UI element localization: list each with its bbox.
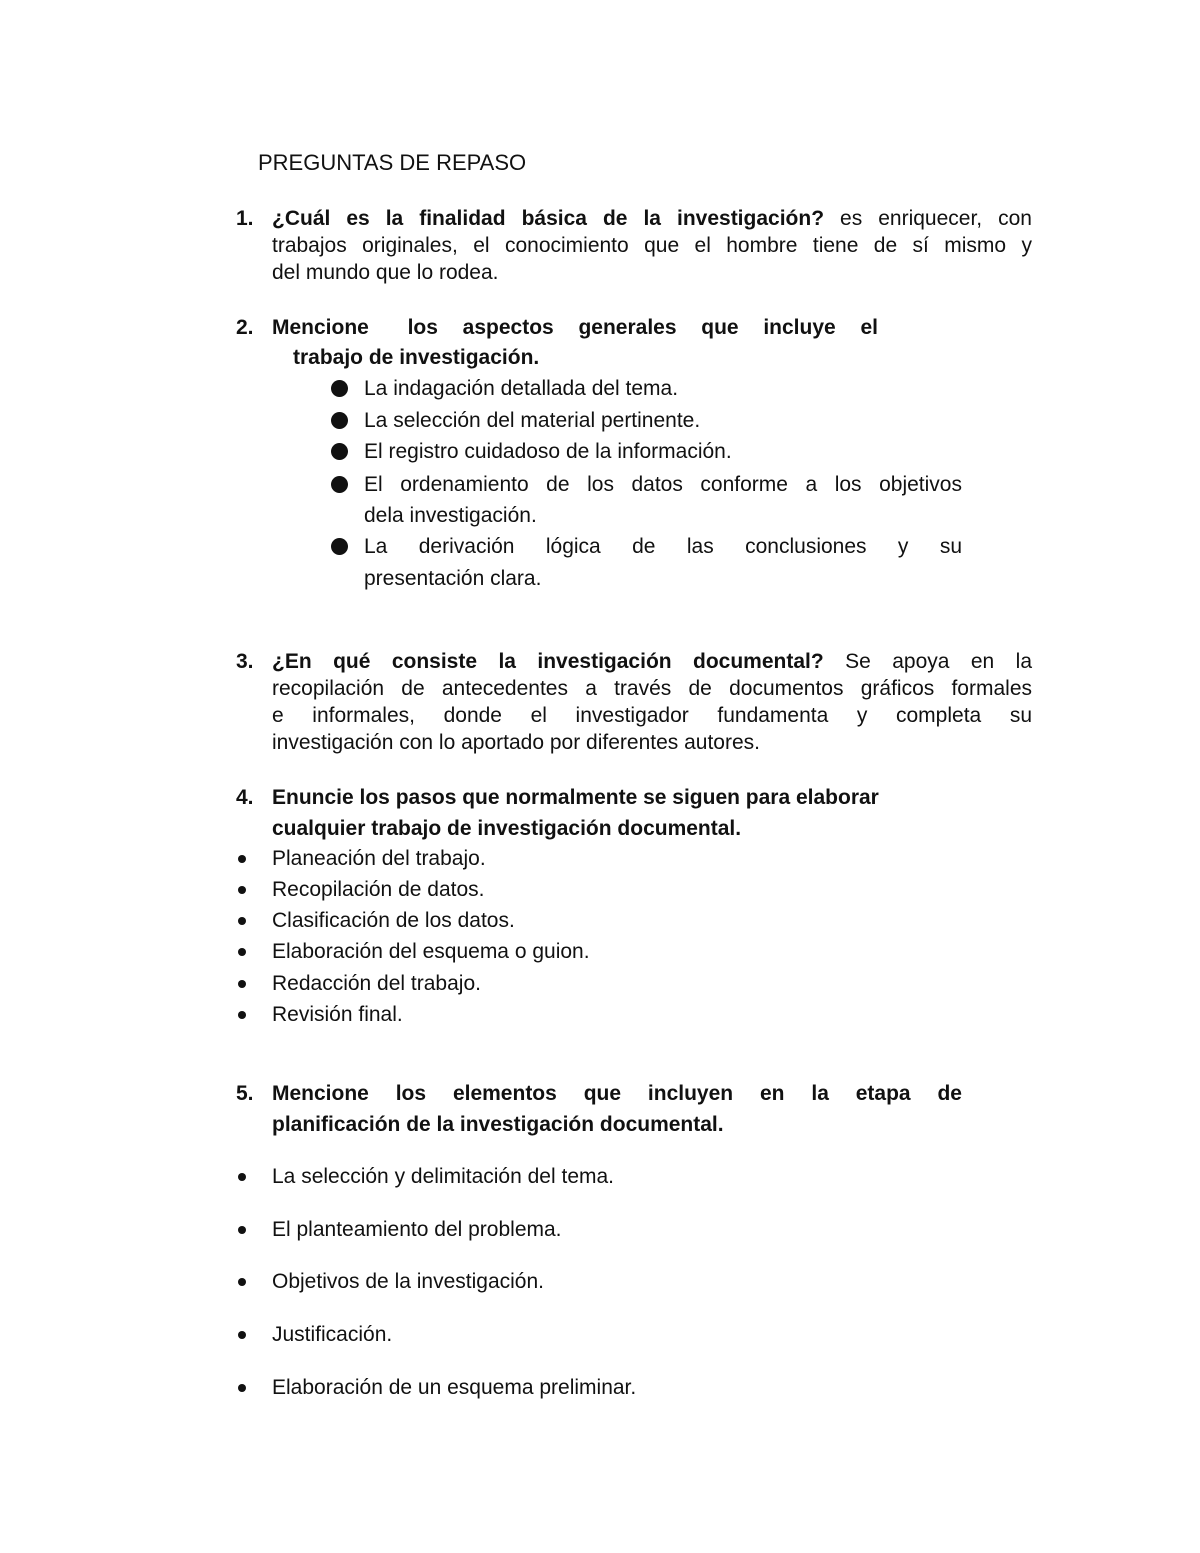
question-number: 4. [236,786,254,809]
list-item: La indagación detallada del tema. [364,377,679,400]
answer-line: e informales, donde el investigador fundamenta y completa su [272,704,1032,727]
question-word: los [407,316,438,339]
bullet-icon [238,917,246,925]
question-word: aspectos [462,316,554,339]
bullet-icon [238,1278,246,1286]
bullet-icon [238,948,246,956]
question-number: 3. [236,650,254,673]
bullet-icon [238,1011,246,1019]
bullet-icon [331,443,348,460]
list-item: Redacción del trabajo. [272,972,481,995]
bullet-icon [331,538,348,555]
list-item: Clasificación de los datos. [272,909,515,932]
list-item: La selección y delimitación del tema. [272,1165,615,1188]
list-item: Planeación del trabajo. [272,847,486,870]
answer-line: recopilación de antecedentes a través de documentos gráficos formales [272,677,1032,700]
question-text: trabajo de investigación. [293,346,540,369]
bullet-icon [238,1226,246,1234]
question-number: 2. [236,316,254,339]
bullet-icon [238,886,246,894]
question-text: planificación de la investigación documental. [272,1113,724,1136]
question-word: incluye [763,316,836,339]
list-item: Justificación. [272,1323,393,1346]
list-item-continuation: presentación clara. [364,567,542,590]
list-item: La selección del material pertinente. [364,409,701,432]
answer-text: Se apoya en la [823,650,1032,673]
list-item: Elaboración de un esquema preliminar. [272,1376,637,1399]
list-item: Recopilación de datos. [272,878,485,901]
question-word: generales [578,316,677,339]
list-item: El registro cuidadoso de la información. [364,440,732,463]
question-text: Mencione los elementos que incluyen en la etapa de [272,1082,962,1105]
question-3-line-1 [272,648,1032,675]
question-2-line-1 [272,314,878,341]
list-item-continuation: dela investigación. [364,504,537,527]
bullet-icon [238,1384,246,1392]
bullet-icon [238,855,246,863]
question-number: 5. [236,1082,254,1105]
question-word: Mencione [272,316,369,339]
bullet-icon [331,476,348,493]
bullet-icon [238,980,246,988]
answer-line: trabajos originales, el conocimiento que el hombre tiene de sí mismo y [272,234,1032,257]
question-number: 1. [236,207,254,230]
list-item: La derivación lógica de las conclusiones y su [364,535,962,558]
bullet-icon [238,1331,246,1339]
list-item: Elaboración del esquema o guion. [272,940,590,963]
list-item: Revisión final. [272,1003,403,1026]
answer-line: investigación con lo aportado por diferentes autores. [272,731,760,754]
list-item: El ordenamiento de los datos conforme a los objetivos [364,473,962,496]
question-word: que [701,316,739,339]
question-text: Enuncie los pasos que normalmente se siguen para elaborar [272,786,879,809]
question-text: ¿En qué consiste la investigación documental? [272,650,824,673]
answer-line: del mundo que lo rodea. [272,261,499,284]
answer-text: es enriquecer, con [824,207,1032,230]
bullet-icon [331,380,348,397]
question-text: cualquier trabajo de investigación documental. [272,817,742,840]
bullet-icon [331,412,348,429]
page-title: PREGUNTAS DE REPASO [258,150,527,175]
list-item: El planteamiento del problema. [272,1218,562,1241]
question-text: ¿Cuál es la finalidad básica de la investigación? [272,207,825,230]
list-item: Objetivos de la investigación. [272,1270,544,1293]
bullet-icon [238,1173,246,1181]
question-word: el [860,316,878,339]
question-1-line-1 [272,205,1032,232]
